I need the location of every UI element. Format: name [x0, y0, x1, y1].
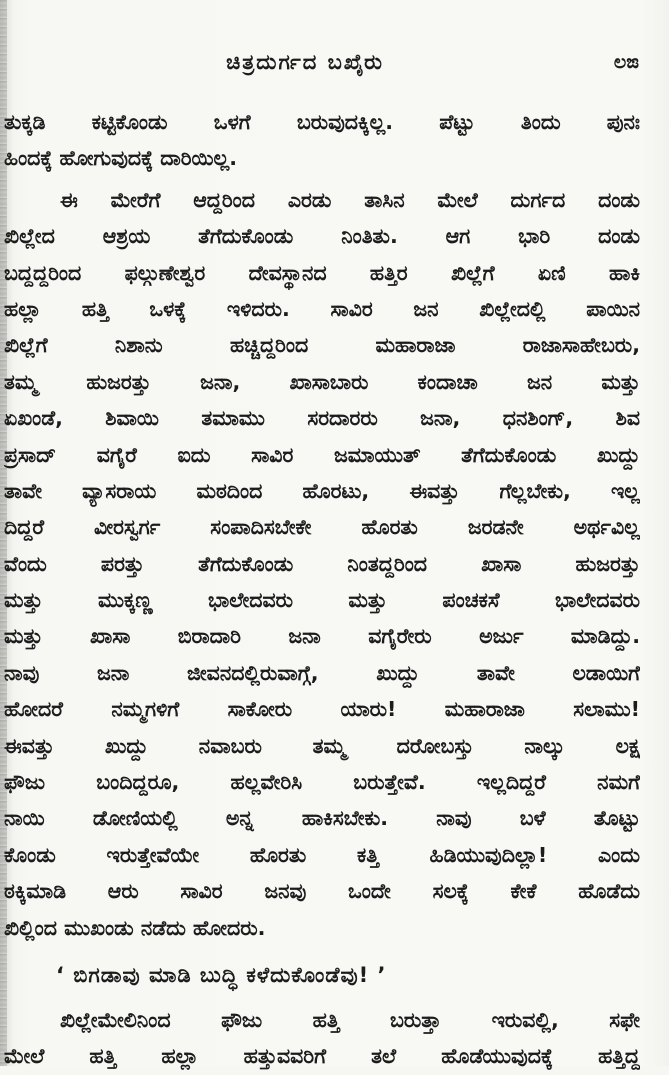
text-line: ಖಿಲ್ಲಿಂದ ಮುಖಂಡು ನಡೆದು ಹೋದರು. — [4, 915, 266, 940]
text-line: ತುಕ್ಕಡಿ ಕಟ್ಟಿಕೊಂಡು ಒಳಗೆ ಬರುವುದಕ್ಕಿಲ್ಲ. ಪೆಟ್ಟು ತಿಂದು ಪುನಃ — [4, 110, 640, 134]
text-line: ಏಖಂಡೆ, ಶಿವಾಯಿ ತಮಾಮು ಸರದಾರರು ಜನಾ, ಧನಶಿಂಗ್, ಶಿವ — [4, 406, 640, 431]
text-line: ದಿದ್ದರೆ ವೀರಸ್ವರ್ಗ ಸಂಪಾದಿಸಬೇಕೇ ಹೊರತು ಜರಡನೇ ಅರ್ಥವಿಲ್ಲ — [4, 515, 640, 540]
text-line: ನಾಯಿ ಡೋಣಿಯಲ್ಲಿ ಅನ್ನ ಹಾಕಿಸಬೇಕು. ನಾವು ಬಳೆ ತೊಟ್ಟು — [4, 806, 640, 831]
text-line: ಖಿಲ್ಲೇಮೇಲಿನಿಂದ ಫೌಜು ಹತ್ತಿ ಬರುತ್ತಾ ಇರುವಲ್ಲಿ, ಸಫೇ — [60, 1007, 640, 1032]
text-line: ಕೊಂಡು ಇರುತ್ತೇವೆಯೇ ಹೊರತು ಕತ್ತಿ ಹಿಡಿಯುವುದಿಲ್ಲಾ! ಎಂದು — [4, 842, 640, 867]
text-line: ಮತ್ತು ಖಾಸಾ ಬಿರಾದಾರಿ ಜನಾ ವಗೈರೇರು ಅರ್ಜು ಮಾಡಿದ್ದು. — [4, 624, 640, 649]
text-line: ಮೇಲೆ ಹತ್ತಿ ಹಲ್ಲಾ ಹತ್ತುವವರಿಗೆ ತಲೆ ಹೊಡೆಯುವುದಕ್ಕೆ ಹತ್ತಿದ್ದ — [4, 1044, 640, 1069]
text-line: ನಾವು ಜನಾ ಜೀವನದಲ್ಲಿರುವಾಗ್ಗೆ, ಖುದ್ದು ತಾವೇ ಲಡಾಯಿಗೆ — [4, 660, 640, 685]
text-line: ತಮ್ಮ ಹುಜರತ್ತು ಜನಾ, ಖಾಸಾಬಾರು ಕಂದಾಚಾ ಜನ ಮತ್ತು — [4, 369, 640, 394]
text-line: ಫೌಜು ಬಂದಿದ್ದರೂ, ಹಲ್ಲವೇರಿಸಿ ಬರುತ್ತೇವೆ. ಇಲ್ಲದಿದ್ದರೆ ನಮಗೆ — [4, 770, 640, 795]
text-line: ಪ್ರಸಾದ್ ವಗೈರೆ ಐದು ಸಾವಿರ ಜಮಾಯುತ್ ತೆಗೆದುಕೊಂಡು ಖುದ್ದು — [4, 442, 640, 467]
text-line: ಈ ಮೇರೆಗೆ ಆದ್ದರಿಂದ ಎರಡು ತಾಸಿನ ಮೇಲೆ ದುರ್ಗದ ದಂಡು — [60, 187, 640, 212]
text-line: ಹಲ್ಲಾ ಹತ್ತಿ ಒಳಕ್ಕೆ ಇಳಿದರು. ಸಾವಿರ ಜನ ಖಿಲ್ಲೇದಲ್ಲಿ ಪಾಯಿನ — [4, 296, 640, 321]
text-line: ಠಕ್ಕಿಮಾಡಿ ಆರು ಸಾವಿರ ಜನವು ಒಂದೇ ಸಲಕ್ಕೆ ಕೇಕೆ ಹೊಡೆದು — [4, 879, 640, 904]
text-line: ಖಿಲ್ಲೇದ ಆಶ್ರಯ ತೆಗೆದುಕೊಂಡು ನಿಂತಿತು. ಆಗ ಭಾರಿ ದಂಡು — [4, 224, 640, 249]
running-header — [0, 46, 669, 80]
body-text — [4, 104, 640, 1075]
text-line: ಬದ್ದದ್ದರಿಂದ ಫಲ್ಗುಣೇಶ್ವರ ದೇವಸ್ಥಾನದ ಹತ್ತಿರ ಖಿಲ್ಲೆಗೆ ಏಣಿ ಹಾಕಿ — [4, 260, 640, 285]
page-number: ಲಙ — [613, 51, 639, 73]
section-heading: ‘ ಬಿಗಡಾವು ಮಾಡಿ ಬುದ್ಧಿ ಕಳೆದುಕೊಂಡೆವು! ’ — [56, 962, 387, 987]
text-line: ಹಿಂದಕ್ಕೆ ಹೋಗುವುದಕ್ಕೆ ದಾರಿಯಿಲ್ಲ. — [4, 146, 238, 171]
text-line: ಖಿಲ್ಲೆಗೆ ನಿಶಾನು ಹಚ್ಚಿದ್ದರಿಂದ ಮಹಾರಾಜಾ ರಾಜಾಸಾಹೇಬರು, — [4, 333, 640, 358]
text-line: ಈವತ್ತು ಖುದ್ದು ನವಾಬರು ತಮ್ಮ ದರೋಬಸ್ತು ನಾಲ್ಕು ಲಕ್ಷ — [4, 733, 640, 758]
text-line: ಮತ್ತು ಮುಕ್ಕಣ್ಣ ಭಾಲೇದವರು ಮತ್ತು ಪಂಚಕಸೆ ಭಾಲೇದವರು — [4, 588, 640, 613]
text-line: ತಾವೇ ವ್ಯಾಸರಾಯ ಮಠದಿಂದ ಹೊರಟು, ಈವತ್ತು ಗೆಲ್ಲಬೇಕು, ಇಲ್ಲ — [4, 478, 640, 503]
text-line: ವೆಂದು ಪರತ್ತು ತೆಗೆದುಕೊಂಡು ನಿಂತದ್ದರಿಂದ ಖಾಸಾ ಹುಜರತ್ತು — [4, 551, 640, 576]
running-title: ಚಿತ್ರದುರ್ಗದ ಬಖೈರು — [226, 50, 384, 74]
text-line: ಹೋದರೆ ನಮ್ಮಗಳಿಗೆ ಸಾಕೋರು ಯಾರು! ಮಹಾರಾಜಾ ಸಲಾಮು! — [4, 697, 640, 722]
